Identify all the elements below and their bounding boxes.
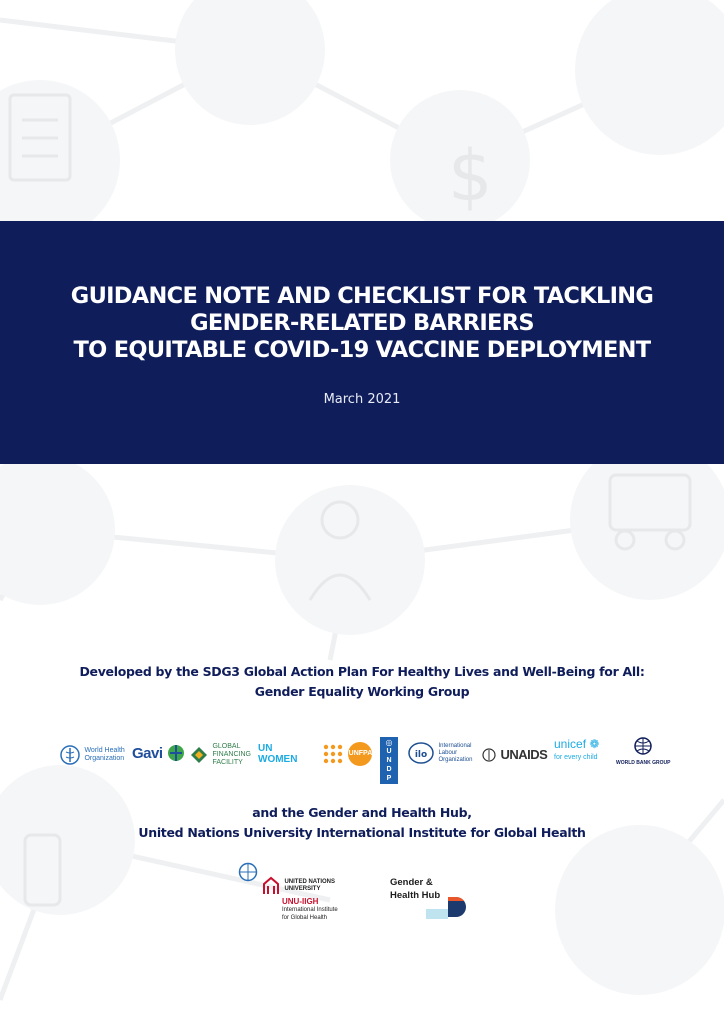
gff-diamond-icon <box>190 746 208 764</box>
gavi-name: Gavi <box>132 744 163 762</box>
unu-name: UNITED NATIONS <box>284 879 336 885</box>
unu-iigh-name: UNU-IIGH <box>282 897 319 906</box>
un-emblem-icon <box>482 748 496 762</box>
hub-name: Gender & <box>390 877 433 888</box>
bg-circle <box>570 440 724 600</box>
worldbank-name: WORLD BANK GROUP <box>616 760 671 766</box>
unicef-emblem-icon: ❁ <box>589 737 600 751</box>
publication-date: March 2021 <box>323 392 401 407</box>
ilo-emblem-icon <box>408 742 434 764</box>
developed-by-line: Gender Equality Working Group <box>254 684 470 699</box>
who-emblem-icon <box>60 745 80 765</box>
unfpa-name: UNFPA <box>348 742 372 766</box>
bg-circle <box>0 80 120 240</box>
undp-letter: U <box>386 748 392 755</box>
document-title <box>20 283 704 364</box>
ilo-name: International <box>438 742 472 749</box>
hub-text <box>30 803 694 843</box>
unaids-name: UNAIDS <box>500 747 548 763</box>
title-line: TO EQUITABLE COVID-19 VACCINE DEPLOYMENT <box>73 337 651 363</box>
un-emblem-icon <box>238 862 258 882</box>
worldbank-logo <box>616 737 670 766</box>
unfpa-logo <box>322 742 372 766</box>
hub-name: Health Hub <box>390 890 441 901</box>
unu-name: UNIVERSITY <box>284 886 321 892</box>
unu-block <box>262 876 335 896</box>
title-line: GENDER-RELATED BARRIERS <box>190 310 534 336</box>
gavi-logo <box>132 744 185 762</box>
unwomen-logo <box>258 743 297 765</box>
developed-by-text <box>30 662 694 702</box>
ilo-logo <box>408 742 472 764</box>
un-emblem-icon: ◎ <box>385 738 393 747</box>
developed-by-line: Developed by the SDG3 Global Action Plan For Healthy Lives and Well-Being for All: <box>79 664 645 679</box>
gavi-globe-icon <box>167 744 185 762</box>
bg-circle <box>555 825 724 995</box>
gff-name: GLOBAL <box>212 743 241 750</box>
worldbank-globe-icon <box>634 737 652 755</box>
who-logo <box>60 745 125 765</box>
unu-iigh-subtitle: for Global Health <box>282 915 328 921</box>
unu-gate-icon <box>262 876 280 896</box>
title-banner <box>0 221 724 464</box>
undp-logo <box>380 737 398 784</box>
bg-circle <box>575 0 724 155</box>
unicef-name: unicef <box>554 737 587 751</box>
bg-circle <box>275 485 425 635</box>
hub-mark-icon <box>426 897 466 919</box>
unfpa-dots-icon <box>322 743 344 765</box>
unwomen-name: UN <box>258 743 273 754</box>
partner-logos <box>60 737 671 782</box>
unu-iigh-subtitle: International Institute <box>282 907 338 913</box>
bg-circle <box>175 0 325 125</box>
undp-letter: P <box>386 775 392 782</box>
gff-logo <box>190 743 251 767</box>
ilo-name: Organization <box>438 756 473 763</box>
unu-iigh-text <box>282 898 338 922</box>
hub-line: and the Gender and Health Hub, <box>252 805 472 820</box>
unu-iigh-logo <box>238 862 258 887</box>
who-name: World Health <box>84 747 125 754</box>
who-name: Organization <box>84 755 125 762</box>
unwomen-name: WOMEN <box>258 754 298 765</box>
undp-letter: N <box>386 757 392 764</box>
gff-name: FACILITY <box>212 759 243 766</box>
unaids-logo <box>482 746 547 764</box>
gff-name: FINANCING <box>212 751 251 758</box>
svg-text:ilo: ilo <box>414 750 428 760</box>
title-line: GUIDANCE NOTE AND CHECKLIST FOR TACKLING <box>70 283 654 309</box>
unicef-logo <box>554 738 599 763</box>
bg-circle <box>0 455 115 605</box>
hub-line: United Nations University International Institute for Global Health <box>138 825 586 840</box>
dollar-illustration: $ <box>448 135 493 217</box>
ilo-name: Labour <box>438 749 458 756</box>
undp-letter: D <box>386 766 392 773</box>
unicef-tagline: for every child <box>554 754 598 761</box>
